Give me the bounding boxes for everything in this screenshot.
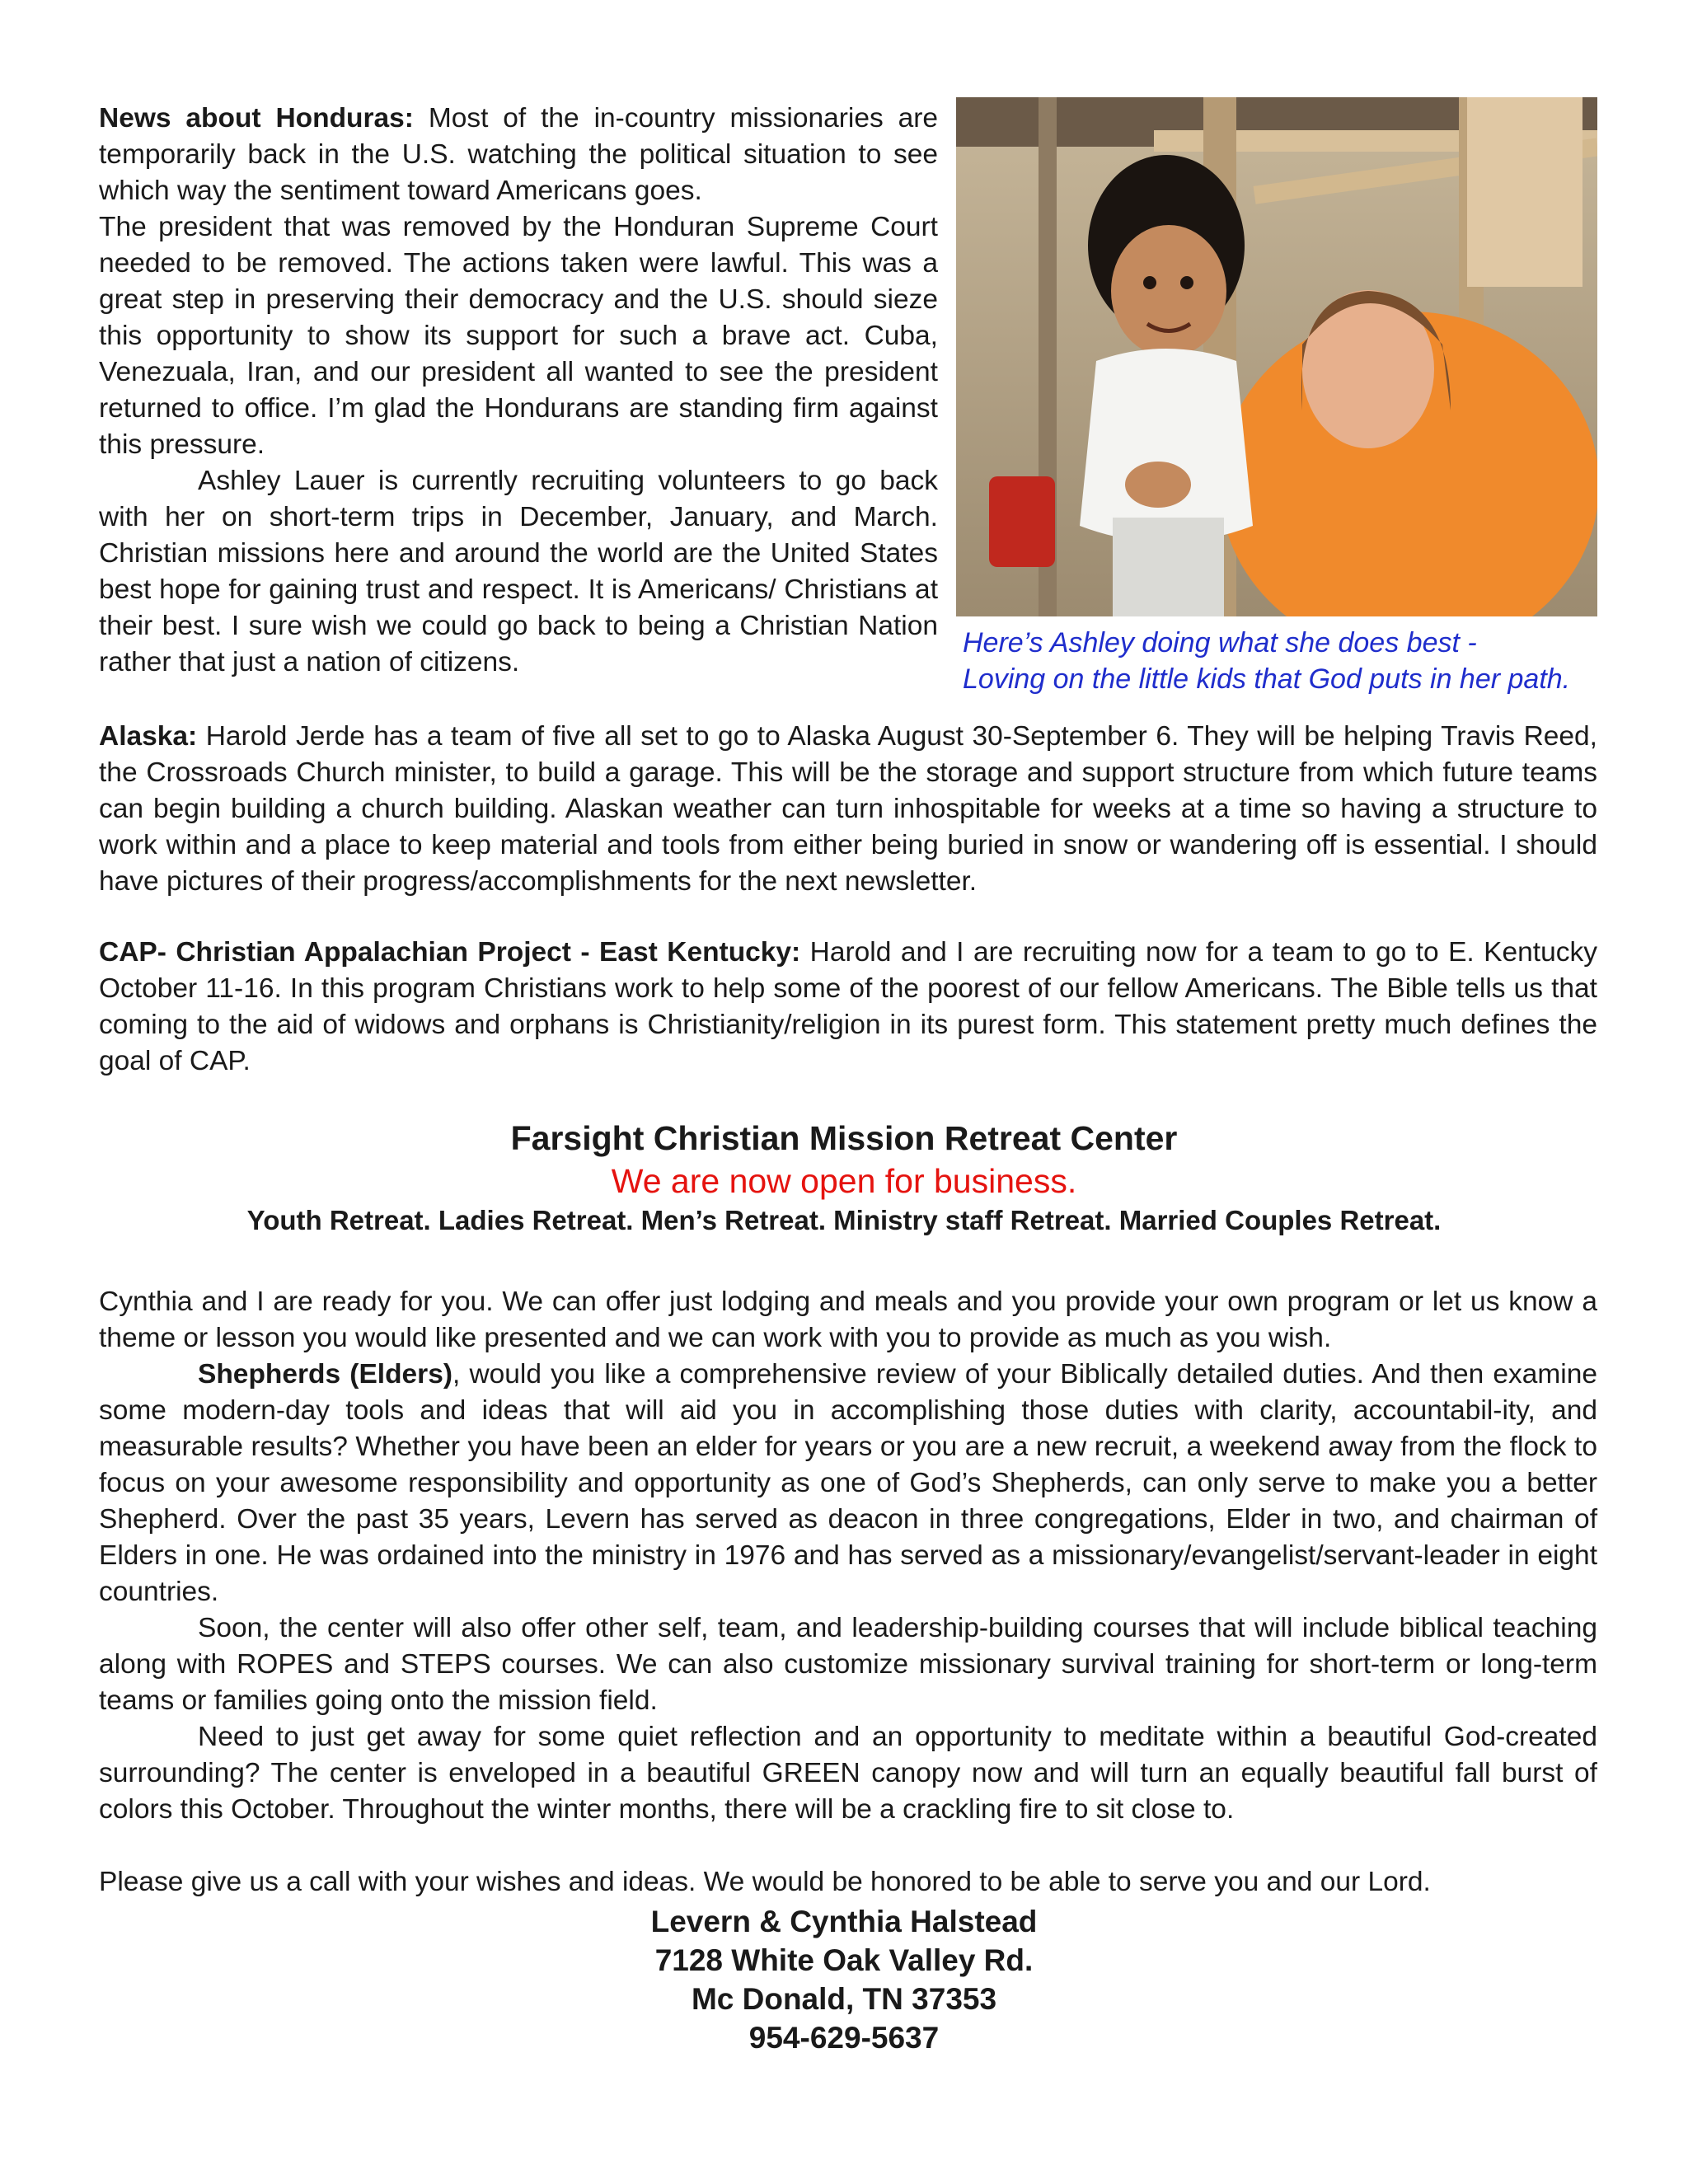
ashley-photo [956, 97, 1597, 616]
closing-section [99, 1864, 1597, 1900]
alaska-text: Harold Jerde has a team of five all set to go to Alaska August 30-September 6. They will be helping Travis Reed, the Crossroads Church minister, to build a garage. This will be the storage and support structure from which future teams can begin building a church building. Alaskan weather can turn inhospitable for weeks at a time so having a structure to work within and a place to keep material and tools from either being buried in snow or wandering off is essential. I should have pictures of their progress/accomplishments for the next newsletter. [99, 721, 1597, 897]
cap-section [99, 935, 1597, 1080]
cap-heading: CAP- Christian Appalachian Project - East Kentucky: [99, 937, 801, 968]
shepherds-heading: Shepherds (Elders) [198, 1359, 453, 1390]
cap-text: Harold and I are recruiting now for a team to go to E. Kentucky October 11-16. In this program Christians work to help some of the poorest of our fellow Americans. The Bible tells us that coming to the aid of widows and orphans is Christianity/religion in its purest form. This statement pretty much defines the goal of CAP. [99, 937, 1597, 1076]
alaska-heading: Alaska: [99, 721, 198, 752]
retreat-types: Youth Retreat. Ladies Retreat. Men’s Retreat. Ministry staff Retreat. Married Couples Retreat. [246, 1205, 1442, 1235]
retreat-title: Farsight Christian Mission Retreat Center [510, 1119, 1178, 1157]
retreat-paragraph-2 [99, 1357, 1597, 1610]
photo-caption [963, 625, 1639, 697]
honduras-heading: News about Honduras: [99, 103, 414, 134]
retreat-header [0, 1117, 1688, 1239]
cap-paragraph [99, 935, 1597, 1080]
photo-illustration [956, 97, 1597, 616]
honduras-paragraph-2: The president that was removed by the Honduran Supreme Court needed to be removed. The actions taken were lawful. This was a great step in preserving their democracy and the U.S. should sieze this opportunity to show its support for such a brave act. Cuba, Venezuala, Iran, and our president all wanted to see the president returned to office. I’m glad the Hondurans are standing firm against this pressure. [99, 212, 938, 460]
contact-city: Mc Donald, TN 37353 [691, 1982, 997, 2016]
closing-text: Please give us a call with your wishes and ideas. We would be honored to be able to serve you and our Lord. [99, 1867, 1431, 1897]
caption-line-1: Here’s Ashley doing what she does best - [963, 627, 1477, 658]
caption-line-2: Loving on the little kids that God puts in her path. [963, 663, 1571, 695]
retreat-paragraph-4: Need to just get away for some quiet reflection and an opportunity to meditate within a beautiful God-created surrounding? The center is enveloped in a beautiful GREEN canopy now and will turn an equally beautiful fall burst of colors this October. Throughout the winter months, there will be a crackling fire to sit close to. [99, 1722, 1597, 1825]
honduras-section [99, 101, 938, 681]
retreat-paragraph-3: Soon, the center will also offer other self, team, and leadership-building courses that will include biblical teaching along with ROPES and STEPS courses. We can also customize missionary survival training for short-term or long-term teams or families going onto the mission field. [99, 1613, 1597, 1716]
alaska-paragraph [99, 719, 1597, 900]
retreat-subtitle: We are now open for business. [611, 1162, 1077, 1200]
contact-name: Levern & Cynthia Halstead [650, 1905, 1038, 1938]
honduras-paragraph-3: Ashley Lauer is currently recruiting volunteers to go back with her on short-term trips in December, January, and March. Christian missions here and around the world are the United States best hope for gaining trust and respect. It is Americans/ Christians at their best. I sure wish we could go back to being a Christian Nation rather that just a nation of citizens. [99, 466, 938, 677]
contact-street: 7128 White Oak Valley Rd. [654, 1943, 1034, 1977]
shepherds-text: , would you like a comprehensive review of your Biblically detailed duties. And then examine some modern-day tools and ideas that will aid you in accomplishing those duties with clarity, accountabil-ity, and measurable results? Whether you have been an elder for years or you are a new recruit, a weekend away from the flock to focus on your awesome responsibility and opportunity as one of God’s Shepherds, can only serve to make you a better Shepherd. Over the past 35 years, Levern has served as deacon in three congregations, Elder in two, and chairman of Elders in one. He was ordained into the ministry in 1976 and has served as a missionary/evangelist/servant-leader in eight countries. [99, 1359, 1597, 1607]
honduras-text-1: Most of the in-country missionaries are temporarily back in the U.S. watching the political situation to see which way the sentiment toward Americans goes. [99, 103, 938, 206]
contact-phone: 954-629-5637 [748, 2021, 940, 2055]
retreat-paragraph-1: Cynthia and I are ready for you. We can offer just lodging and meals and you provide your own program or let us know a theme or lesson you would like presented and we can work with you to provide as much as you wish. [99, 1286, 1597, 1353]
retreat-body [99, 1284, 1597, 1828]
contact-block [0, 1902, 1688, 2057]
alaska-section [99, 719, 1597, 900]
honduras-paragraph-1 [99, 101, 938, 209]
